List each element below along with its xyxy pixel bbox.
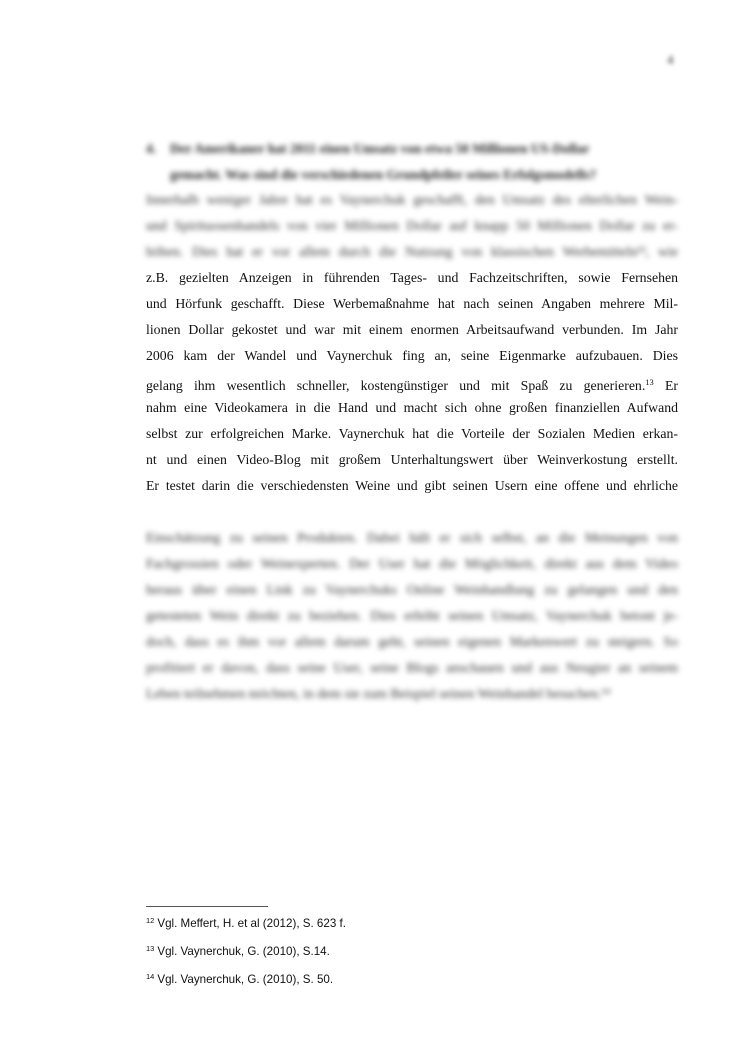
body-line: Er testet darin die verschiedensten Weine und gibt seinen Usern eine offene und ehrliche <box>146 478 678 493</box>
body-line: und Hörfunk geschafft. Diese Werbemaßnahme hat nach seinen Angaben mehrere Mil- <box>146 296 678 311</box>
footnote-item <box>146 944 330 958</box>
body-line <box>146 369 678 395</box>
body-line: getesteten Wein direkt zu beziehen. Dies erhöht seinen Umsatz, Vaynerchuk betont je- <box>146 608 678 623</box>
body-paragraph-bottom-blurred <box>146 525 678 707</box>
footnote-item <box>146 916 346 930</box>
body-line: nahm eine Videokamera in die Hand und macht sich ohne großen finanziellen Aufwand <box>146 400 678 415</box>
body-line: nt und einen Video-Blog mit großem Unterhaltungswert über Weinverkostung erstellt. <box>146 452 678 467</box>
body-line: höhen. Dies hat er vor allem durch die Nutzung von klassischen Werbemitteln¹², wie <box>146 244 678 259</box>
body-line: heraus über einen Link zu Vaynerchuks Online Weinhandlung zu gelangen und den <box>146 582 678 597</box>
heading-line-1: Der Amerikaner hat 2011 einen Umsatz von etwa 50 Millionen US-Dollar <box>170 141 590 156</box>
body-line: z.B. gezielten Anzeigen in führenden Tages- und Fachzeitschriften, sowie Fernsehen <box>146 270 678 285</box>
body-line: und Spirituosenhandels von vier Millionen Dollar auf knapp 50 Millionen Dollar zu er- <box>146 218 678 233</box>
heading-number: 4. <box>146 141 157 156</box>
footnote-text: Vgl. Vaynerchuk, G. (2010), S.14. <box>157 945 330 958</box>
body-line: doch, dass es ihm vor allem darum geht, seinen eigenen Markenwert zu steigern. So <box>146 634 678 649</box>
body-line: profitiert er davon, dass seine User, seine Blogs anschauen und aus Neugier an seinem <box>146 660 678 675</box>
footnote-text: Vgl. Meffert, H. et al (2012), S. 623 f. <box>157 917 346 930</box>
body-line-text: gelang ihm wesentlich schneller, kostengünstiger und mit Spaß zu generieren. <box>146 378 646 393</box>
body-line: Leben teilnehmen möchten, in dem sie zum Beispiel seinen Weinhandel besuchen.¹⁴ <box>146 686 611 701</box>
footnote-number: 13 <box>146 944 155 953</box>
body-paragraph-top-blurred <box>146 187 678 265</box>
body-line: Fachgrossien oder Weinexperten. Der User hat die Möglichkeit, direkt aus dem Video <box>146 556 678 571</box>
footnote-reference: 13 <box>645 377 654 387</box>
footnote-separator <box>146 906 268 907</box>
footnote-number: 12 <box>146 916 155 925</box>
section-heading <box>146 136 626 188</box>
footnote-item <box>146 972 333 986</box>
heading-line-2: gemacht. Was sind die verschiedenen Grundpfeiler seines Erfolgsmodells? <box>170 167 597 182</box>
body-paragraph-visible <box>146 265 678 499</box>
page-number: 4 <box>667 52 674 67</box>
body-line: 2006 kam der Wandel und Vaynerchuk fing an, seine Eigenmarke aufzubauen. Dies <box>146 348 678 363</box>
body-line: lionen Dollar gekostet und war mit einem enormen Arbeitsaufwand verbunden. Im Jahr <box>146 322 678 337</box>
body-line: Innerhalb weniger Jahre hat es Vaynerchuk geschafft, den Umsatz des elterlichen Wein- <box>146 192 678 207</box>
body-line-tail: Er <box>653 378 678 393</box>
footnote-number: 14 <box>146 972 155 981</box>
body-line: Einschätzung zu seinen Produkten. Dabei hält er sich selbst, an die Meinungen von <box>146 530 678 545</box>
body-line: selbst zur erfolgreichen Marke. Vaynerchuk hat die Vorteile der Sozialen Medien erkan- <box>146 426 678 441</box>
footnote-text: Vgl. Vaynerchuk, G. (2010), S. 50. <box>157 973 334 986</box>
